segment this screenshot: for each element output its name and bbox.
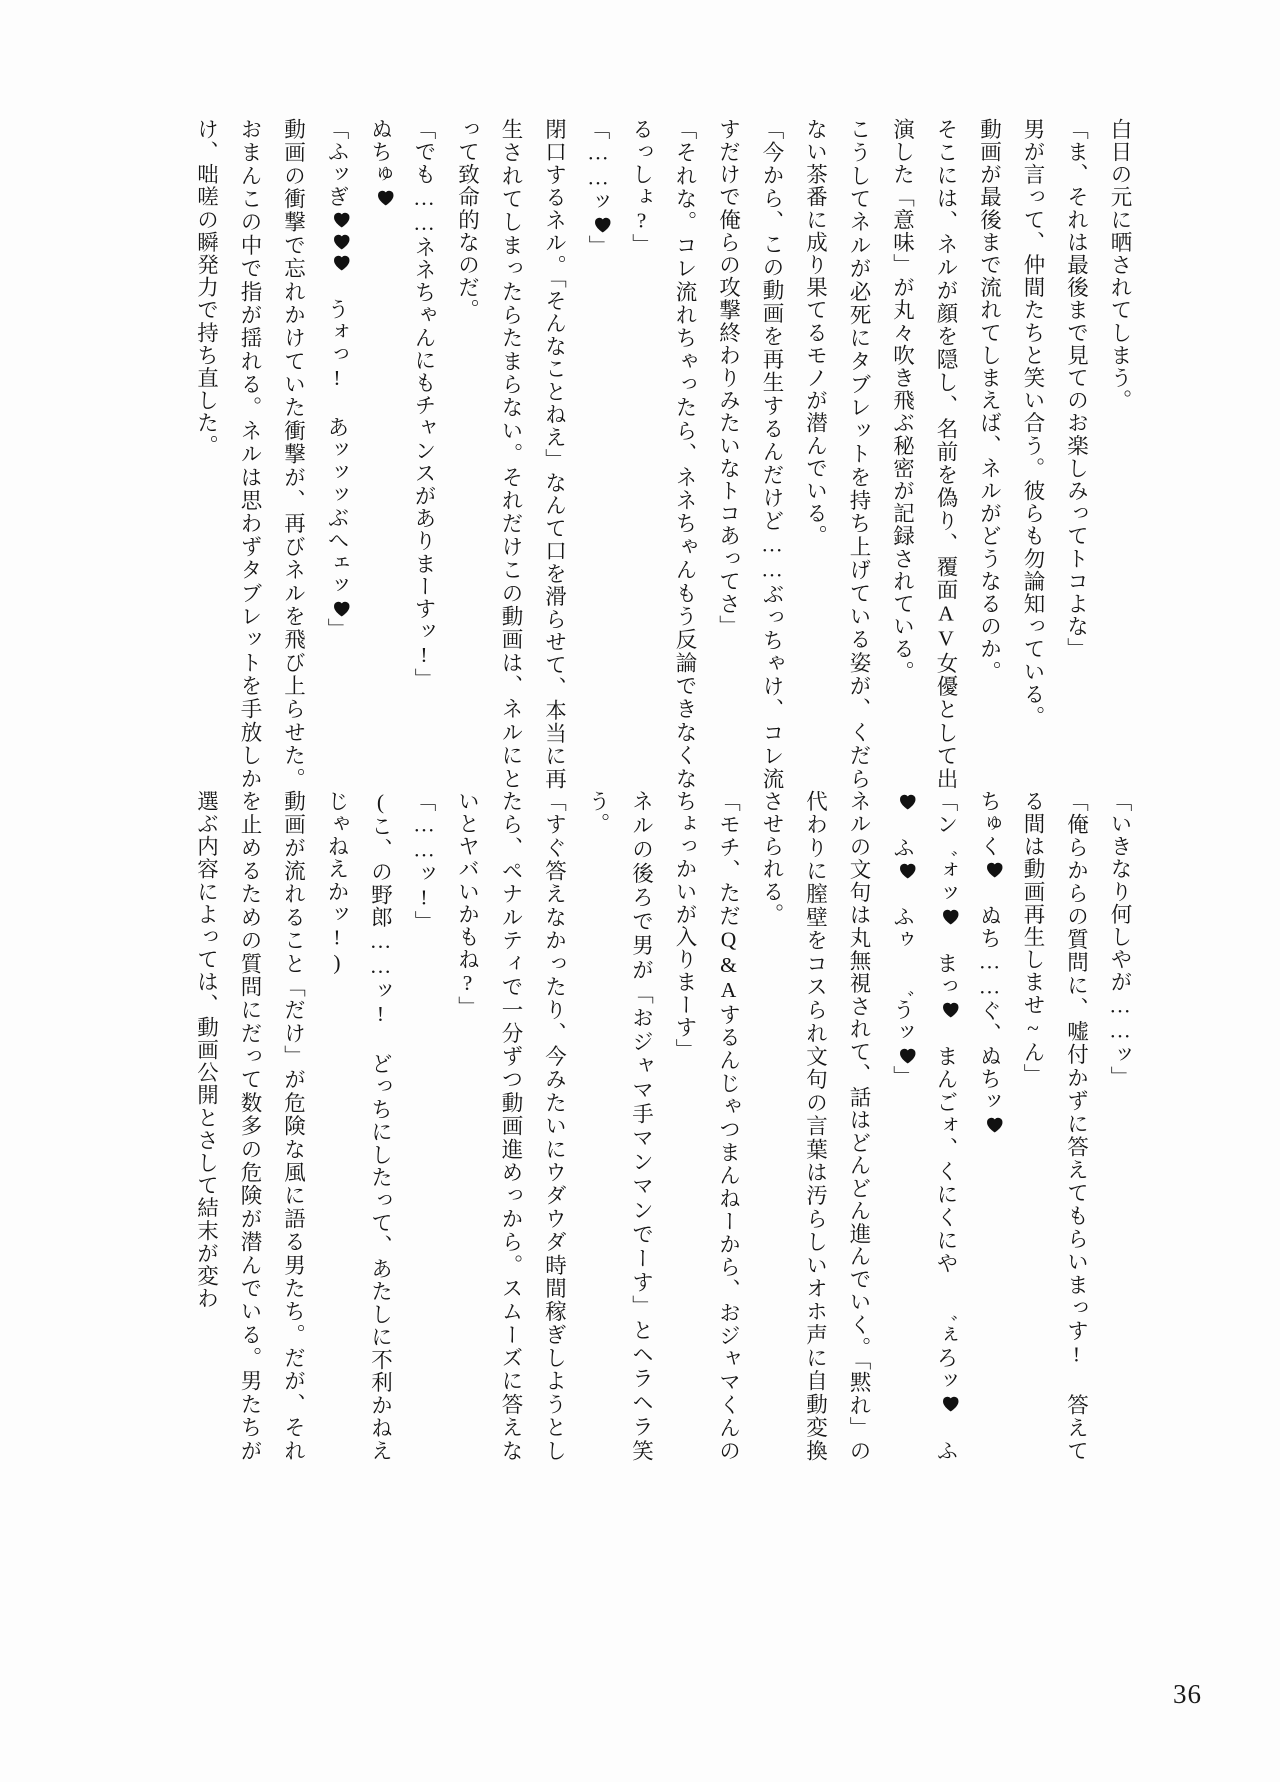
- text-block-upper: [181, 118, 1141, 790]
- paragraph: 「それな。コレ流れちゃったら、ネネちゃんもう反論できなくなるっしょ?」: [629, 118, 697, 790]
- paragraph: 動画の衝撃で忘れかけていた衝撃が、再びネルを飛び上らせた。おまんこの中で指が揺れる。ネルは思わずタブレットを手放しかけ、咄嗟の瞬発力で持ち直した。: [194, 118, 306, 790]
- heart-icon: [331, 209, 353, 231]
- heart-icon: [897, 1044, 919, 1066]
- paragraph: ネルの文句は丸無視されて、話はどんどん進んでいく。「黙れ」の代わりに膣壁をコスられ文句の言葉は汚らしいオホ声に自動変換させられる。: [760, 790, 871, 1462]
- paragraph: 白日の元に晒されてしまう。: [1108, 118, 1132, 412]
- paragraph: 「ン゛ォッ まっ まんごォ、くにくにや ゛ぇろッ ふ ふ ふゥ ゛うッ 」: [880, 790, 967, 1462]
- heart-icon: [375, 186, 397, 208]
- heart-icon: [984, 858, 1006, 880]
- heart-icon: [940, 1393, 962, 1415]
- paragraph: 「俺らからの質問に、嘘付かずに答えてもらいまっす! 答えてる間は動画再生しませ~ん」: [1021, 790, 1089, 1462]
- heart-icon: [940, 998, 962, 1020]
- paragraph: こうしてネルが必死にタブレットを持ち上げている姿が、くだらない茶番に成り果てるモノが潜んでいる。: [803, 118, 871, 790]
- paragraph: そこには、ネルが顔を隠し、名前を偽り、覆面AV女優として出演した「意味」が丸々吹き飛ぶ秘密が記録されている。: [890, 118, 958, 790]
- heart-icon: [940, 905, 962, 927]
- paragraph: ちゅく ぬち……ぐ、ぬちッ: [967, 790, 1011, 1462]
- heart-icon: [984, 1113, 1006, 1135]
- heart-icon: [331, 597, 353, 619]
- paragraph: 「……ッ 」: [576, 118, 620, 790]
- heart-icon: [897, 790, 919, 812]
- heart-icon: [897, 860, 919, 882]
- paragraph: 「いきなり何しやが……ッ」: [1108, 790, 1132, 1089]
- paragraph: 「モチ、ただQ&Aするんじゃつまんねーから、おジャマくんのちょっかいが入りまーす」: [673, 790, 741, 1462]
- paragraph: ぬちゅ: [358, 118, 402, 790]
- paragraph: (こ、の野郎……ッ! どっちにしたって、あたしに不利かねえじゃねえかッ!): [325, 790, 393, 1462]
- paragraph: 男が言って、仲間たちと笑い合う。彼らも勿論知っている。: [1021, 118, 1045, 729]
- heart-icon: [331, 230, 353, 252]
- paragraph: 閉口するネル。「そんなことねえ」なんて口を滑らせて、本当に再生されてしまったらたまらない。それだけこの動画は、ネルにとって致命的なのだ。: [455, 118, 567, 790]
- paragraph: 「ま、それは最後まで見てのお楽しみってトコよな」: [1064, 118, 1089, 661]
- heart-icon: [331, 252, 353, 274]
- paragraph: 「今から、この動画を再生するんだけど……ぶっちゃけ、コレ流すだけで俺らの攻撃終わりみたいなトコあってさ」: [716, 118, 784, 790]
- paragraph: 動画が最後まで流れてしまえば、ネルがどうなるのか。: [977, 118, 1002, 683]
- paragraph: 「……ッ!」: [412, 790, 436, 934]
- text-block-lower: [181, 790, 1141, 1462]
- paragraph: 「でも……ネネちゃんにもチャンスがありまーすッ!」: [412, 118, 436, 691]
- heart-icon: [592, 214, 614, 236]
- paragraph: 「すぐ答えなかったり、今みたいにウダウダ時間稼ぎしようとしたら、ペナルティで一分ずつ動画進めっから。スムーズに答えないとヤバいかもね?」: [455, 790, 567, 1462]
- paragraph: 動画が流れること「だけ」が危険な風に語る男たち。だが、それを止めるための質問にだって数多の危険が潜んでいる。男たちが選ぶ内容によっては、動画公開とさして結末が変わ: [194, 790, 306, 1462]
- paragraph: ネルの後ろで男が「おジャマ手マンマンでーす」とヘラヘラ笑う。: [586, 790, 654, 1462]
- paragraph: 「ふッぎ うォっ! あッッッぶへェッ 」: [315, 118, 359, 790]
- page-number: 36: [1173, 1679, 1202, 1709]
